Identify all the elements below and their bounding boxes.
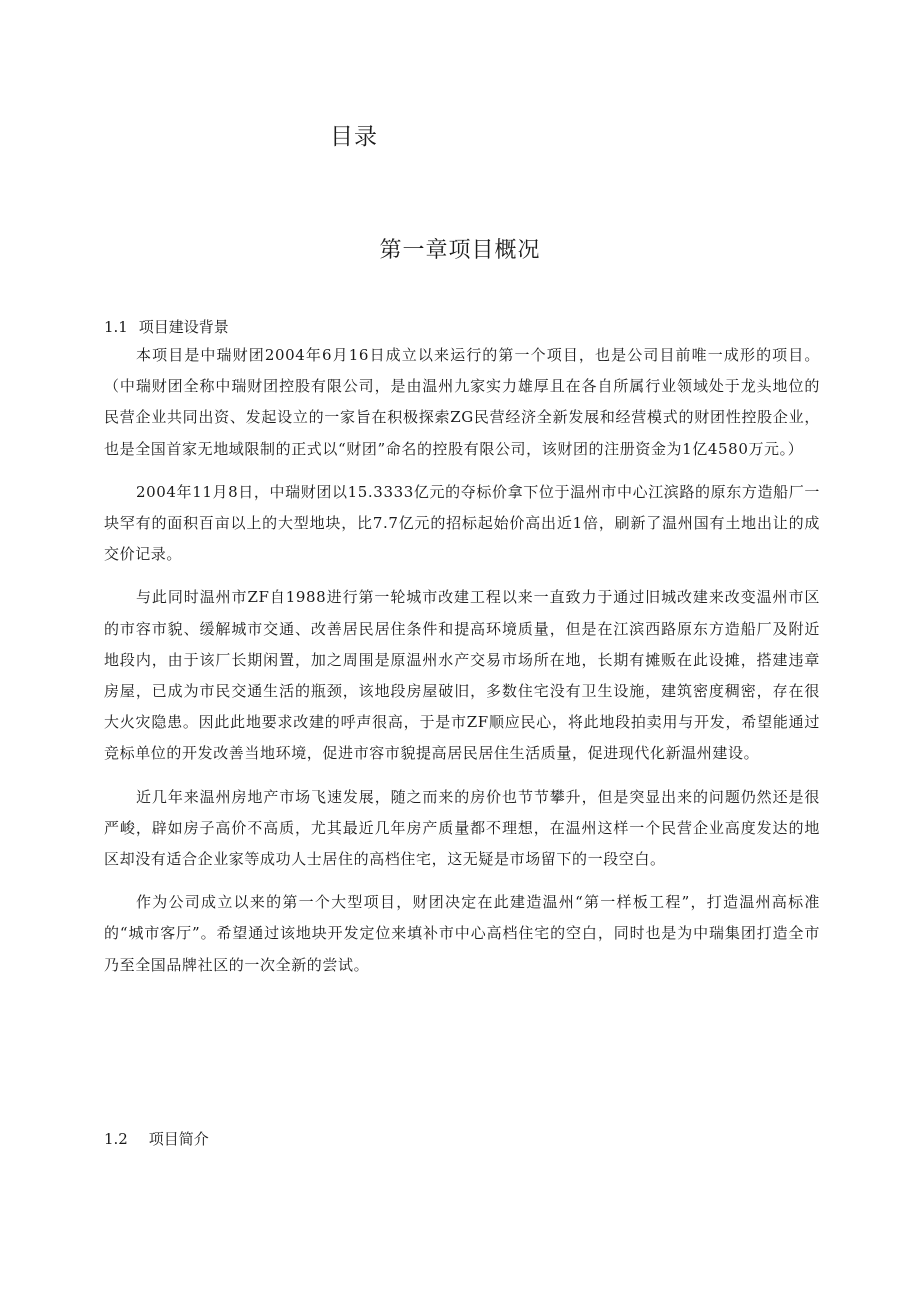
- paragraph: 2004年11月8日，中瑞财团以15.3333亿元的夺标价拿下位于温州市中心江滨路的原东方造船厂一块罕有的面积百亩以上的大型地块，比7.7亿元的招标起始价高出近1倍，刷新了温州国有土地出让的成交价记录。: [104, 482, 820, 564]
- toc-title: 目录: [330, 124, 378, 150]
- paragraph: 作为公司成立以来的第一个大型项目，财团决定在此建造温州“第一样板工程”，打造温州高标准的“城市客厅”。希望通过该地块开发定位来填补市中心高档住宅的空白，同时也是为中瑞集团打造全市乃至全国品牌社区的一次全新的尝试。: [104, 893, 820, 974]
- section-heading-1-1: [104, 316, 229, 337]
- paragraph: 本项目是中瑞财团2004年6月16日成立以来运行的第一个项目，也是公司目前唯一成形的项目。（中瑞财团全称中瑞财团控股有限公司，是由温州九家实力雄厚且在各自所属行业领域处于龙头地位的民营企业共同出资、发起设立的一家旨在积极探索ZG民营经济全新发展和经营模式的财团性控股企业，也是全国首家无地域限制的正式以“财团”命名的控股有限公司，该财团的注册资金为1亿4580万元。）: [104, 346, 820, 458]
- section-number: 1.2: [104, 1130, 128, 1148]
- paragraph: 近几年来温州房地产市场飞速发展，随之而来的房价也节节攀升，但是突显出来的问题仍然还是很严峻，辟如房子高价不高质，尤其最近几年房产质量都不理想，在温州这样一个民营企业高度发达的地区却没有适合企业家等成功人士居住的高档住宅，这无疑是市场留下的一段空白。: [104, 787, 820, 869]
- paragraph: 与此同时温州市ZF自1988进行第一轮城市改建工程以来一直致力于通过旧城改建来改变温州市区的市容市貌、缓解城市交通、改善居民居住条件和提高环境质量，但是在江滨西路原东方造船厂及附近地段内，由于该厂长期闲置，加之周围是原温州水产交易市场所在地，长期有摊贩在此设摊，搭建违章房屋，已成为市民交通生活的瓶颈，该地段房屋破旧，多数住宅没有卫生设施，建筑密度稠密，存在很大火灾隐患。因此此地要求改建的呼声很高，于是市ZF顺应民心，将此地段拍卖用与开发，希望能通过竞标单位的开发改善当地环境，促进市容市貌提高居民居住生活质量，促进现代化新温州建设。: [104, 588, 820, 763]
- section-title: 项目简介: [148, 1130, 209, 1148]
- section-title: 项目建设背景: [138, 318, 229, 336]
- chapter-title: 第一章项目概况: [379, 238, 541, 263]
- section-number: 1.1: [104, 318, 128, 336]
- section-1-1-body: [104, 340, 820, 993]
- section-heading-1-2: [104, 1128, 209, 1149]
